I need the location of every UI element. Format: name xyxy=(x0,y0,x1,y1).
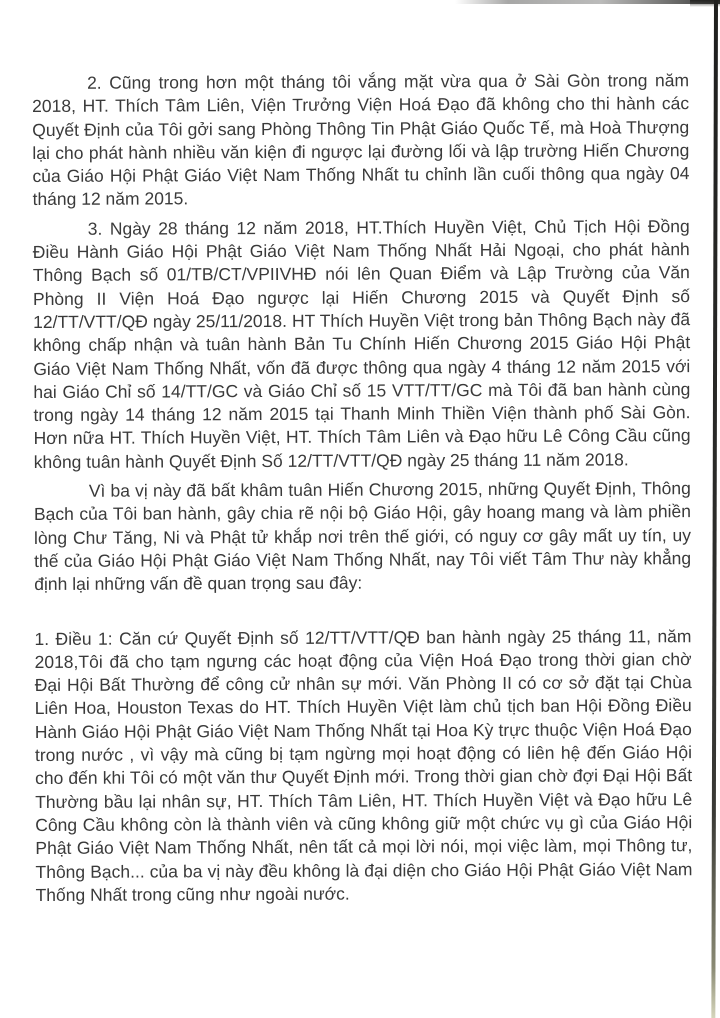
document-body xyxy=(32,69,693,913)
paragraph-3: 3. Ngày 28 tháng 12 năm 2018, HT.Thích Huyền Việt, Chủ Tịch Hội Đồng Điều Hành Giáo Hội Phật Giáo Việt Nam Thống Nhất Hải Ngoại, cho phát hành Thông Bạch số 01/TB/CT/VPIIVHĐ nói lên Quan Điểm và Lập Trường của Văn Phòng II Viện Hoá Đạo ngược lại Hiến Chương 2015 và Quyết Định số 12/TT/VTT/QĐ ngày 25/11/2018. HT Thích Huyền Việt trong bản Thông Bạch này đã không chấp nhận và tuân hành Bản Tu Chính Hiến Chương 2015 Giáo Hội Phật Giáo Việt Nam Thống Nhất, vốn đã được thông qua ngày 4 tháng 12 năm 2015 với hai Giáo Chỉ số 14/TT/GC và Giáo Chỉ số 15 VTT/TT/GC mà Tôi đã ban hành cùng trong ngày 14 tháng 12 năm 2015 tại Thanh Minh Thiền Viện thành phố Sài Gòn. Hơn nữa HT. Thích Huyền Việt, HT. Thích Tâm Liên và Đạo hữu Lê Công Cầu cũng không tuân hành Quyết Định Số 12/TT/VTT/QĐ ngày 25 tháng 11 năm 2018. xyxy=(32,215,691,472)
paragraph-reason-statement: Vì ba vị này đã bất khâm tuân Hiến Chương 2015, những Quyết Định, Thông Bạch của Tôi ban hành, gây chia rẽ nội bộ Giáo Hội, gây hoang mang và làm phiền lòng Chư Tăng, Ni và Phật tử khắp nơi trên thế giới, có nguy cơ gây mất uy tín, uy thế của Giáo Hội Phật Giáo Việt Nam Thống Nhất, nay Tôi viết Tâm Thư này khẳng định lại những vấn đề quan trọng sau đây: xyxy=(33,478,692,595)
scan-top-edge-smudge xyxy=(455,0,720,4)
scan-right-edge-line xyxy=(711,0,718,1018)
paragraph-dieu-1: 1. Điều 1: Căn cứ Quyết Định số 12/TT/VTT/QĐ ban hành ngày 25 tháng 11, năm 2018,Tôi đã cho tạm ngưng các hoạt động của Viện Hoá Đạo trong thời gian chờ Đại Hội Bất Thường để công cử nhân sự mới. Văn Phòng II có cơ sở đặt tại Chùa Liên Hoa, Houston Texas do HT. Thích Huyền Việt làm chủ tịch ban Hội Đồng Điều Hành Giáo Hội Phật Giáo Việt Nam Thống Nhất tại Hoa Kỳ trực thuộc Viện Hoá Đạo trong nước , vì vậy mà cũng bị tạm ngừng mọi hoạt động có liên hệ đến Giáo Hội cho đến khi Tôi có một văn thư Quyết Định mới. Trong thời gian chờ đợi Đại Hội Bất Thường bầu lại nhân sự, HT. Thích Tâm Liên, HT. Thích Huyền Việt và Đạo hữu Lê Công Cầu không còn là thành viên và cũng không giữ một chức vụ gì của Giáo Hội Phật Giáo Việt Nam Thống Nhất, nên tất cả mọi lời nói, mọi việc làm, mọi Thông tư, Thông Bạch... của ba vị này đều không là đại diện cho Giáo Hội Phật Giáo Việt Nam Thống Nhất trong cũng như ngoài nước. xyxy=(34,625,693,905)
paragraph-2: 2. Cũng trong hơn một tháng tôi vắng mặt vừa qua ở Sài Gòn trong năm 2018, HT. Thích Tâm Liên, Viện Trưởng Viện Hoá Đạo đã không cho thi hành các Quyết Định của Tôi gởi sang Phòng Thông Tin Phật Giáo Quốc Tế, mà Hoà Thượng lại cho phát hành nhiều văn kiện đi ngược lại đường lối và lập trường Hiến Chương của Giáo Hội Phật Giáo Việt Nam Thống Nhất tu chỉnh lần cuối thông qua ngày 04 tháng 12 năm 2015. xyxy=(32,70,690,210)
